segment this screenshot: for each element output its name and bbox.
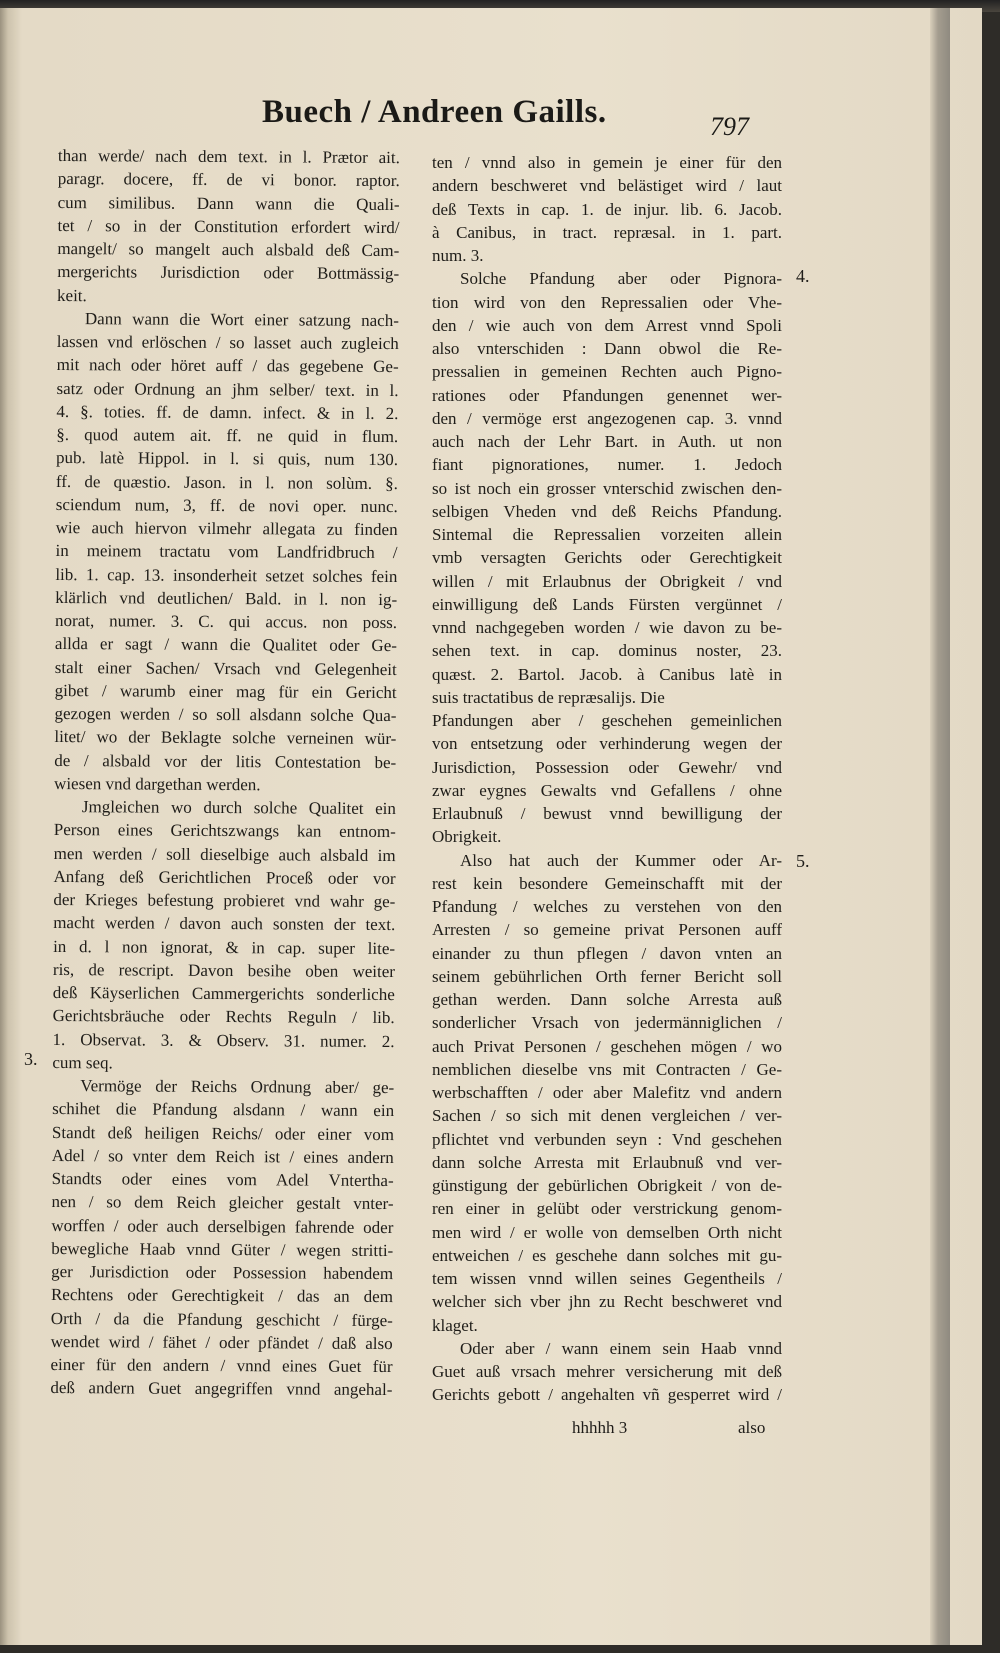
text-line: rationes oder Pfandungen genennet wer- xyxy=(432,385,782,405)
text-line: seinem gebührlichen Orth ferner Bericht soll xyxy=(432,966,782,986)
text-line: schihet die Pfandung alsdann / wann ein xyxy=(52,1099,395,1121)
text-line: wendet wird / fähet / oder pfändet / daß also xyxy=(50,1331,393,1353)
text-line: welcher sich vber jhn zu Recht beschweret vnd xyxy=(432,1292,782,1312)
text-line: sonderlicher Vrsach von jedermänniglichen / xyxy=(432,1013,782,1033)
signature-mark: hhhhh 3 xyxy=(572,1418,628,1437)
text-line: Jmgleichen wo durch solche Qualitet ein xyxy=(81,797,397,819)
text-line: Standt deß heiligen Reichs/ oder einer vom xyxy=(51,1122,395,1144)
text-line: einwilligung deß Lands Fürsten vergünnet / xyxy=(432,594,782,614)
text-line: auch nach der Lehr Bart. in Auth. ut non xyxy=(432,432,782,451)
text-line: Gerichts gebott / angehalten vñ gesperret wird / xyxy=(432,1385,782,1405)
text-line: satz oder Ordnung an jhm selber/ text. in l. xyxy=(56,378,399,400)
text-line: Also hat auch der Kummer oder Ar- xyxy=(460,850,782,870)
text-line: suis tractatibus de repræsalijs. Die xyxy=(432,687,665,707)
text-line: pub. latè Hippol. in l. si quis, num 130. xyxy=(56,448,399,470)
text-line: entweichen / es geschehe dann solches mit gu- xyxy=(432,1245,782,1265)
text-line: rest kein besondere Gemeinschafft mit der xyxy=(432,873,782,893)
text-line: ff. de quæstio. Jason. in l. non solùm. §. xyxy=(55,471,398,493)
text-line: in d. l non ignorat, & in cap. super lite- xyxy=(53,936,396,958)
text-line: andern beschweret vnd belästiget wird / laut xyxy=(432,176,782,196)
text-line: ris, de rescript. Davon besihe oben weiter xyxy=(52,959,396,981)
text-line: fiant pignorationes, numer. 1. Jedoch xyxy=(432,455,782,475)
text-line: wiesen vnd dargethan werden. xyxy=(54,773,261,794)
text-line: men wird / er wolle von demselben Orth nicht xyxy=(432,1222,782,1242)
margin-note-4: 4. xyxy=(796,266,810,286)
text-line: deß Käyserlichen Cammergerichts sonderliche xyxy=(52,982,395,1005)
text-line: sciendum num, 3, ff. de novi oper. nunc. xyxy=(55,494,398,516)
text-line: werbschafften / oder aber Malefitz vnd andern xyxy=(432,1083,782,1102)
text-line: tem wissen vnnd willen seines Gegentheils / xyxy=(432,1269,782,1288)
text-line: zwar eygnes Gewalts vnd Gefallens / ohne xyxy=(432,780,782,800)
text-line: auch Privat Personen / geschehen mögen / wo xyxy=(432,1036,782,1056)
text-line: stalt einer Sachen/ Vrsach vnd Gelegenheit xyxy=(54,657,397,679)
text-line: einander zu thun pflegen / davon vnten an xyxy=(432,943,782,963)
text-line: vnnd nachgegeben worden / wie davon zu be- xyxy=(432,618,782,637)
text-line: Arresten / so gemeine privat Personen auff xyxy=(432,920,782,940)
text-line: Sachen / so sich mit denen vergleichen / ver- xyxy=(432,1106,782,1126)
text-line: ten / vnnd also in gemein je einer für den xyxy=(432,153,782,172)
text-line: men werden / soll dieselbige auch alsbald im xyxy=(53,843,396,865)
text-line: quæst. 2. Bartol. Jacob. à Canibus latè in xyxy=(432,664,782,684)
running-title: Buech / Andreen Gaills. xyxy=(262,94,607,130)
margin-note-3: 3. xyxy=(24,1049,38,1069)
text-line: den / wie auch von dem Arrest vnnd Spoli xyxy=(432,315,782,335)
text-line: Standts oder eines vom Adel Vnterthа- xyxy=(51,1168,394,1191)
text-line: cum seq. xyxy=(52,1052,113,1073)
text-line: vmb versagten Gerichts oder Gerechtigkeit xyxy=(432,548,782,568)
text-line: de / alsbald vor der litis Contestation be- xyxy=(54,750,397,772)
text-line: Sintemal die Repressalien vorzeiten allein xyxy=(432,525,782,544)
text-line: willen / mit Erlaubnus der Obrigkeit / vnd xyxy=(432,571,782,591)
text-line: tet / so in der Constitution erfordert wird/ xyxy=(57,215,400,237)
text-line: cum similibus. Dann wann die Quali- xyxy=(57,192,400,214)
text-line: Vermöge der Reichs Ordnung aber/ ge- xyxy=(80,1076,395,1098)
text-line: litet/ wo der Beklagte solche verneinen wür- xyxy=(54,727,397,749)
text-line: von entsetzung oder verhinderung wegen der xyxy=(432,734,782,754)
text-line: so ist noch ein grosser vnterschid zwischen den- xyxy=(432,478,782,498)
right-column xyxy=(432,151,782,1407)
text-line: lassen vnd erlöschen / so lasset auch zugleich xyxy=(56,331,399,354)
text-line: gethan werden. Dann solche Arresta auß xyxy=(432,990,782,1009)
text-line: pflichtet vnd verbunden seyn : Vnd geschehen xyxy=(432,1129,782,1149)
text-line: klärlich vnd deutlichen/ Bald. in l. non ig- xyxy=(55,587,398,609)
text-line: Obrigkeit. xyxy=(432,827,502,847)
text-line: Gerichtsbräuche oder Rechts Reguln / lib. xyxy=(52,1006,395,1028)
text-line: tion wird von den Repressalien oder Vhe- xyxy=(432,292,782,312)
page-number: 797 xyxy=(710,112,749,141)
text-line: Pfandung / welches zu verstehen von den xyxy=(432,897,782,916)
text-line: Guet auß vrsach mehrer versicherung mit deß xyxy=(432,1362,782,1381)
text-line: der Krieges befestung probieret vnd wahr ge- xyxy=(53,889,396,912)
text-line: in meinem tractatu vom Landfridbruch / xyxy=(55,541,398,563)
text-line: norat, numer. 3. C. qui accus. non poss. xyxy=(55,610,398,633)
text-line: deß andern Guet angegriffen vnnd angehal- xyxy=(50,1378,393,1400)
text-line: 1. Observat. 3. & Observ. 31. numer. 2. xyxy=(52,1029,395,1051)
text-line: pressalien in gemeinen Rechten auch Pigno- xyxy=(432,362,782,382)
text-line: den / vermöge erst angezogenen cap. 3. vnnd xyxy=(432,408,782,428)
text-line: bewegliche Haab vnnd Güter / wegen stritti- xyxy=(51,1238,394,1260)
text-line: num. 3. xyxy=(432,246,484,265)
text-line: mangelt/ so mangelt auch alsbald deß Cam- xyxy=(57,238,400,261)
text-line: Pfandungen aber / geschehen gemeinlichen xyxy=(432,711,782,730)
text-line: selbigen Vheden vnd deß Reichs Pfandung. xyxy=(432,501,782,521)
text-line: gezogen werden / so soll alsdann solche Qua- xyxy=(54,703,397,726)
text-line: Orth / da die Pfandung geschicht / fürge- xyxy=(50,1308,393,1330)
text-line: mit nach oder höret auff / das gegebene Ge- xyxy=(56,355,399,377)
text-line: ger Jurisdiction oder Possession habendem xyxy=(51,1261,394,1284)
text-line: keit. xyxy=(57,285,87,305)
text-line: Person eines Gerichtszwangs kan entnom- xyxy=(53,820,396,842)
text-line: Solche Pfandung aber oder Pignora- xyxy=(460,269,782,289)
text-line: Dann wann die Wort einer satzung nach- xyxy=(84,308,399,330)
text-line: also vnterschiden : Dann obwol die Re- xyxy=(432,339,782,358)
left-column xyxy=(50,144,400,1402)
text-line: ren einer in gelübt oder verstrickung genom- xyxy=(432,1199,782,1219)
text-line: Adel / so vnter dem Reich ist / eines andern xyxy=(51,1145,394,1167)
text-line: einer für den andern / vnnd eines Guet für xyxy=(50,1354,393,1377)
text-line: dann solche Arresta mit Erlaubnuß vnd ver- xyxy=(432,1152,782,1172)
margin-note-5: 5. xyxy=(796,851,810,871)
catchword: also xyxy=(738,1418,766,1437)
text-line: Rechtens oder Gerechtigkeit / das an dem xyxy=(50,1285,394,1307)
text-line: Erlaubnuß / bewust vnnd bewilligung der xyxy=(432,804,782,823)
text-line: klaget. xyxy=(432,1315,478,1335)
text-line: gibet / warumb einer mag für ein Gericht xyxy=(54,680,397,702)
text-line: allda er sagt / wann die Qualitet oder Ge- xyxy=(54,634,397,656)
text-line: §. quod autem ait. ff. ne quid in flum. xyxy=(56,424,399,447)
text-line: wie auch hiervon vilmehr allegata zu finden xyxy=(55,517,398,540)
text-line: deß Texts in cap. 1. de injur. lib. 6. Jacob. xyxy=(432,199,782,219)
text-line: sehen text. in cap. dominus noster, 23. xyxy=(432,641,782,661)
text-line: nemblichen dieselbe vns mit Contracten / Ge- xyxy=(432,1059,782,1079)
text-line: lib. 1. cap. 13. insonderheit setzet solches fein xyxy=(55,564,398,586)
text-line: Anfang deß Gerichtlichen Proceß oder vor xyxy=(53,866,396,888)
text-line: à Canibus, in tract. repræsal. in 1. part. xyxy=(432,222,782,242)
text-line: paragr. docere, ff. de vi bonor. raptor. xyxy=(57,169,400,191)
book-page xyxy=(0,8,982,1645)
text-line: nen / so dem Reich gleicher gestalt vnter- xyxy=(51,1192,394,1214)
text-line: 4. §. toties. ff. de damn. infect. & in l. 2. xyxy=(56,401,399,423)
text-line: mergerichts Jurisdiction oder Bottmässig- xyxy=(57,262,400,284)
text-line: Oder aber / wann einem sein Haab vnnd xyxy=(460,1338,782,1358)
text-line: than werde/ nach dem text. in l. Prætor ait. xyxy=(57,145,400,168)
text-line: macht werden / davon auch sonsten der text. xyxy=(53,913,396,935)
text-line: Jurisdiction, Possession oder Gewehr/ vnd xyxy=(432,757,782,777)
page-edge xyxy=(930,8,950,1645)
text-line: günstigung der gebürlichen Obrigkeit / von de- xyxy=(432,1176,782,1195)
text-line: worffen / oder auch derselbigen fahrende oder xyxy=(51,1215,394,1237)
